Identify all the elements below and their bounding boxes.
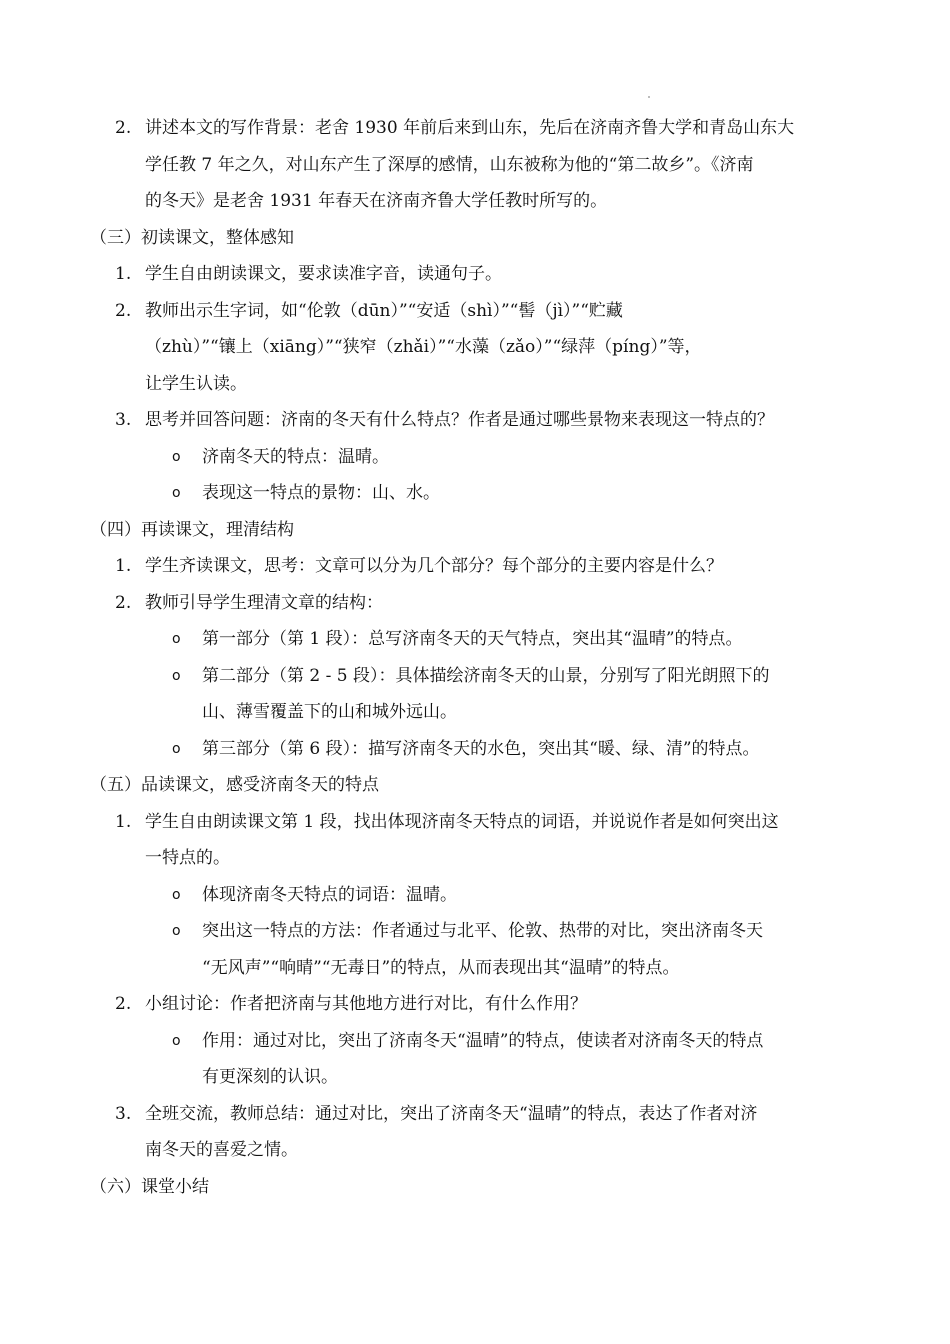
text-line: 小组讨论：作者把济南与其他地方进行对比，有什么作用？ (145, 994, 587, 1014)
text-line: 讲述本文的写作背景：老舍 1930 年前后来到山东，先后在济南齐鲁大学和青岛山东大 (145, 118, 795, 138)
bullet-marker: o (172, 668, 181, 684)
text-line: 让学生认读。 (145, 374, 247, 394)
bullet-marker: o (172, 631, 181, 647)
page-speck (648, 96, 650, 98)
text-line: 思考并回答问题：济南的冬天有什么特点？作者是通过哪些景物来表现这一特点的？ (145, 410, 774, 430)
bullet-marker: o (172, 449, 181, 465)
text-line: 学生自由朗读课文，要求读准字音，读通句子。 (145, 264, 502, 284)
text-line: 体现济南冬天特点的词语：温晴。 (202, 885, 457, 905)
section-heading: （四）再读课文，理清结构 (90, 520, 294, 540)
bullet-marker: o (172, 485, 181, 501)
section-heading: （五）品读课文，感受济南冬天的特点 (90, 775, 379, 795)
text-line: 作用：通过对比，突出了济南冬天“温晴”的特点，使读者对济南冬天的特点 (202, 1031, 764, 1051)
text-line: 第三部分（第 6 段）：描写济南冬天的水色，突出其“暖、绿、清”的特点。 (202, 739, 760, 759)
list-number: 3. (115, 410, 132, 430)
text-line: 山、薄雪覆盖下的山和城外远山。 (202, 702, 457, 722)
text-line: 全班交流，教师总结：通过对比，突出了济南冬天“温晴”的特点，表达了作者对济 (145, 1104, 758, 1124)
text-line: 的冬天》是老舍 1931 年春天在济南齐鲁大学任教时所写的。 (145, 191, 608, 211)
list-number: 3. (115, 1104, 132, 1124)
text-line: 第一部分（第 1 段）：总写济南冬天的天气特点，突出其“温晴”的特点。 (202, 629, 743, 649)
text-line: 教师出示生字词，如“伦敦（dūn）”“安适（shì）”“髻（jì）”“贮藏 (145, 301, 623, 321)
list-number: 2. (115, 593, 132, 613)
text-line: 一特点的。 (145, 848, 230, 868)
text-line: 表现这一特点的景物：山、水。 (202, 483, 440, 503)
list-number: 1. (115, 556, 132, 576)
bullet-marker: o (172, 1033, 181, 1049)
text-line: 教师引导学生理清文章的结构： (145, 593, 383, 613)
list-number: 2. (115, 994, 132, 1014)
bullet-marker: o (172, 923, 181, 939)
text-line: 突出这一特点的方法：作者通过与北平、伦敦、热带的对比，突出济南冬天 (202, 921, 763, 941)
text-line: “无风声”“响晴”“无毒日”的特点，从而表现出其“温晴”的特点。 (202, 958, 680, 978)
text-line: 学生自由朗读课文第 1 段，找出体现济南冬天特点的词语，并说说作者是如何突出这 (145, 812, 779, 832)
list-number: 1. (115, 812, 132, 832)
list-number: 1. (115, 264, 132, 284)
list-number: 2. (115, 301, 132, 321)
section-heading: （六）课堂小结 (90, 1177, 209, 1197)
text-line: 有更深刻的认识。 (202, 1067, 338, 1087)
bullet-marker: o (172, 741, 181, 757)
text-line: 学任教 7 年之久，对山东产生了深厚的感情，山东被称为他的“第二故乡”。《济南 (145, 155, 754, 175)
text-line: 南冬天的喜爱之情。 (145, 1140, 298, 1160)
bullet-marker: o (172, 887, 181, 903)
text-line: 第二部分（第 2 - 5 段）：具体描绘济南冬天的山景，分别写了阳光朗照下的 (202, 666, 770, 686)
text-line: （zhù）”“镶上（xiāng）”“狭窄（zhǎi）”“水藻（zǎo）”“绿萍（píng）”等， (145, 337, 702, 357)
list-number: 2. (115, 118, 132, 138)
text-line: 济南冬天的特点：温晴。 (202, 447, 389, 467)
section-heading: （三）初读课文，整体感知 (90, 228, 294, 248)
text-line: 学生齐读课文，思考：文章可以分为几个部分？每个部分的主要内容是什么？ (145, 556, 723, 576)
